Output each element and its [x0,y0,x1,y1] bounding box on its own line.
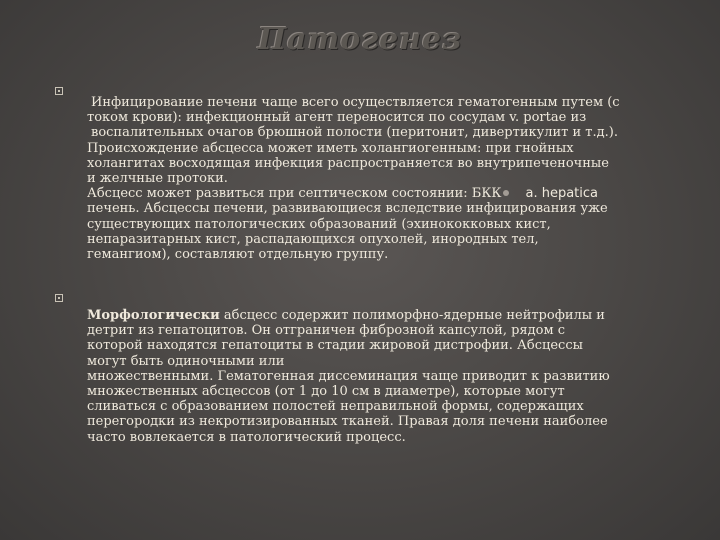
text-line: часто вовлекается в патологический процесс. [87,429,406,445]
text-line: могут быть одиночными или [87,353,285,369]
text-line: током крови): инфекционный агент переносится по сосудам v. portae из [87,110,587,126]
text-line: и желчные протоки. [87,171,228,187]
text-line: непаразитарных кист, распадающихся опухолей, инородных тел, [87,231,539,247]
bullet-icon [55,294,63,302]
bullet-icon [55,87,63,95]
text-line: печень. Абсцессы печени, развивающиеся вследствие инфицирования уже [87,201,608,217]
text-line: множественных абсцессов (от 1 до 10 см в диаметре), которые могут [87,384,565,400]
text-segment: a. hepatica [525,186,598,202]
text-line: Инфицирование печени чаще всего осуществляется гематогенным путем (с [91,95,620,110]
text-segment: абсцесс содержит полиморфно-ядерные нейтрофилы и [219,308,605,323]
text-line: множественными. Гематогенная диссеминация чаще приводит к развитию [87,368,610,384]
text-line: холангитах восходящая инфекция распространяется во внутрипеченочные [87,155,609,171]
page-title: Патогенез [257,22,463,57]
text-line: детрит из гепатоцитов. Он отграничен фиброзной капсулой, рядом с [87,323,565,339]
bold-lead: Морфологически [87,308,220,323]
paragraph-morphology [87,308,677,445]
text-line: сливаться с образованием полостей неправильной формы, содержащих [87,399,584,415]
paragraph-pathogenesis [87,95,677,262]
text-line: перегородки из некротизированных тканей. Правая доля печени наиболее [87,414,608,430]
arrow-icon [503,190,509,196]
text-segment: Абсцесс может развиться при септическом состоянии: БКК [87,186,502,202]
text-line [87,186,677,201]
text-line: существующих патологических образований (эхинококковых кист, [87,216,551,232]
text-line: Происхождение абсцесса может иметь холангиогенным: при гнойных [87,140,574,156]
text-line [87,308,677,323]
text-line: которой находятся гепатоциты в стадии жировой дистрофии. Абсцессы [87,338,583,354]
text-line: гемангиом), составляют отдельную группу. [87,247,389,263]
text-line: воспалительных очагов брюшной полости (перитонит, дивертикулит и т.д.). [91,125,618,141]
